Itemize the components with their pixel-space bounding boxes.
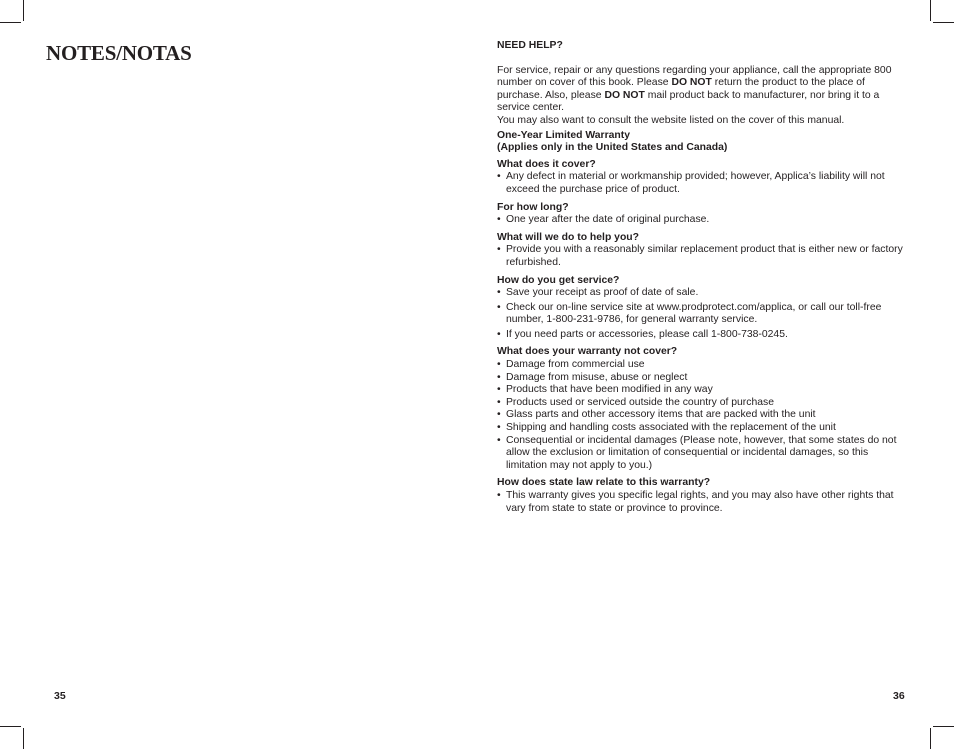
warranty-section	[497, 159, 907, 197]
bullet-glyph: •	[497, 328, 501, 340]
page-number-left: 35	[54, 690, 66, 702]
section-heading: What does it cover?	[497, 158, 596, 170]
list-item	[497, 214, 907, 227]
bullet-glyph: •	[497, 396, 501, 408]
page-number-right: 36	[893, 690, 905, 702]
bullet-glyph: •	[497, 171, 501, 183]
list-item-text: Any defect in material or workmanship provided; however, Applica’s liability will not exceed the purchase price of product.	[506, 171, 885, 195]
need-help-text-c: return the product to the place of purchase. Also, please	[497, 77, 865, 101]
crop-mark-bottom-left-v	[23, 728, 24, 749]
need-help-paragraph	[497, 65, 907, 115]
list-item-text: Consequential or incidental damages (Please note, however, that some states do not allow the exclusion or limitation of consequential or incidental damages, so this limitation may not apply to you.)	[506, 434, 897, 471]
list-item-text: This warranty gives you specific legal rights, and you may also have other rights that vary from state to state or province to province.	[506, 490, 894, 514]
do-not-emphasis-1: DO NOT	[671, 77, 712, 89]
bullet-glyph: •	[497, 214, 501, 226]
do-not-emphasis-2: DO NOT	[604, 89, 645, 101]
warranty-section	[497, 275, 907, 342]
section-heading: For how long?	[497, 201, 569, 213]
section-heading: How does state law relate to this warranty?	[497, 477, 711, 489]
bullet-glyph: •	[497, 490, 501, 501]
crop-mark-top-right-h	[933, 22, 954, 23]
list-item	[497, 302, 907, 327]
list-item-text: If you need parts or accessories, please call 1-800-738-0245.	[506, 328, 788, 340]
section-heading: What will we do to help you?	[497, 231, 639, 243]
list-item	[497, 397, 907, 410]
bullet-glyph: •	[497, 434, 501, 446]
need-help-text-e: mail product back to manufacturer, nor bring it to a service center.	[497, 89, 880, 114]
bullet-glyph: •	[497, 359, 501, 371]
notes-title: NOTES/NOTAS	[46, 41, 192, 65]
crop-mark-top-left-h	[0, 22, 21, 23]
section-heading: How do you get service?	[497, 274, 620, 286]
crop-mark-top-left-v	[23, 0, 24, 21]
crop-mark-top-right-v	[930, 0, 931, 21]
bullet-glyph: •	[497, 409, 501, 421]
list-item	[497, 329, 907, 342]
warranty-section	[497, 477, 907, 515]
need-help-heading: NEED HELP?	[497, 40, 563, 51]
list-item-text: Damage from commercial use	[506, 359, 645, 371]
list-item	[497, 244, 907, 269]
crop-mark-bottom-left-h	[0, 726, 21, 727]
bullet-glyph: •	[497, 422, 501, 434]
bullet-glyph: •	[497, 287, 501, 299]
list-item	[497, 287, 907, 300]
warranty-title-line1: One-Year Limited Warranty	[497, 129, 630, 141]
list-item	[497, 384, 907, 397]
bullet-glyph: •	[497, 371, 501, 383]
list-item-text: One year after the date of original purchase.	[506, 214, 710, 226]
warranty-title-line2: (Applies only in the United States and Canada)	[497, 142, 728, 154]
warranty-column	[497, 40, 907, 515]
bullet-glyph: •	[497, 384, 501, 396]
need-help-text-a: For service, repair or any questions regarding your appliance, call the appropriate 800 number on cover of this book. Please	[497, 64, 892, 89]
list-item-text: Products that have been modified in any way	[506, 384, 713, 396]
list-item	[497, 490, 907, 515]
list-item	[497, 422, 907, 435]
list-item	[497, 359, 907, 372]
list-item-text: Glass parts and other accessory items that are packed with the unit	[506, 409, 816, 421]
section-heading: What does your warranty not cover?	[497, 346, 678, 358]
warranty-section	[497, 232, 907, 270]
crop-mark-bottom-right-v	[930, 728, 931, 749]
list-item	[497, 372, 907, 385]
list-item-text: Save your receipt as proof of date of sale.	[506, 287, 699, 299]
warranty-section	[497, 346, 907, 472]
bullet-glyph: •	[497, 301, 501, 313]
list-item	[497, 409, 907, 422]
list-item-text: Shipping and handling costs associated with the replacement of the unit	[506, 422, 836, 434]
list-item-text: Provide you with a reasonably similar replacement product that is either new or factory refurbished.	[506, 244, 903, 268]
warranty-sections	[497, 159, 907, 515]
list-item-text: Products used or serviced outside the country of purchase	[506, 396, 774, 408]
website-paragraph: You may also want to consult the website listed on the cover of this manual.	[497, 114, 845, 126]
warranty-section	[497, 202, 907, 227]
list-item	[497, 435, 907, 473]
crop-mark-bottom-right-h	[933, 726, 954, 727]
list-item	[497, 171, 907, 196]
bullet-glyph: •	[497, 244, 501, 256]
list-item-text: Damage from misuse, abuse or neglect	[506, 371, 688, 383]
list-item-text: Check our on-line service site at www.prodprotect.com/applica, or call our toll-free number, 1-800-231-9786, for general warranty service.	[506, 301, 882, 326]
